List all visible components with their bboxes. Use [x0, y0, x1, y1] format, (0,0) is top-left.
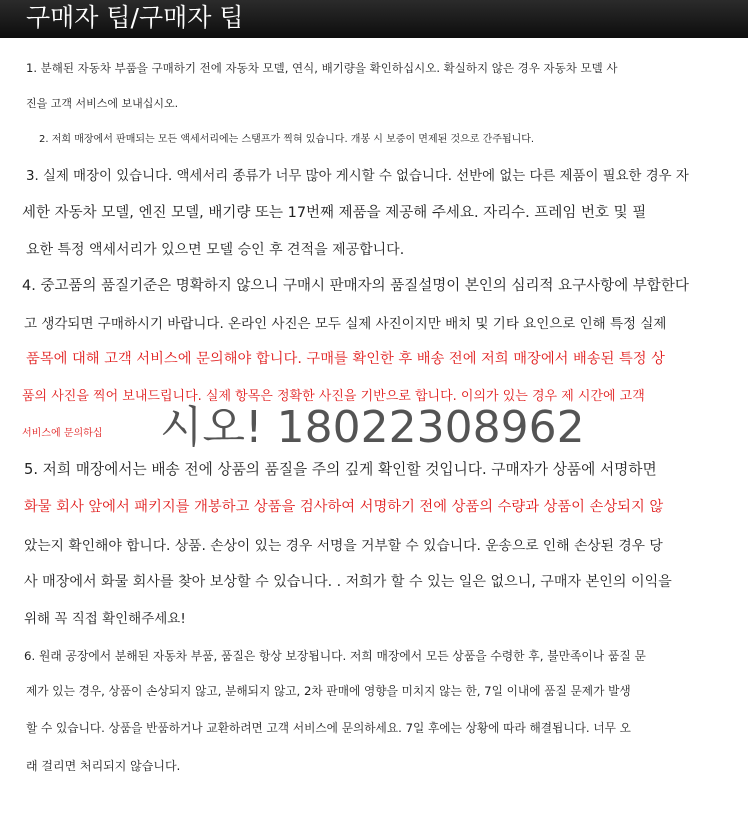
tip-4-line-3: 품목에 대해 고객 서비스에 문의해야 합니다. 구매를 확인한 후 배송 전에 저희 매장에서 배송된 특정 상	[26, 351, 665, 367]
tip-4-line-2: 고 생각되면 구매하시기 바랍니다. 온라인 사진은 모두 실제 사진이지만 배치 및 기타 요인으로 인해 특정 실제	[24, 316, 667, 332]
tip-2-line-1: 2. 저희 매장에서 판매되는 모든 액세서리에는 스탬프가 찍혀 있습니다. 개봉 시 보증이 면제된 것으로 간주됩니다.	[39, 134, 535, 145]
tip-6-line-2: 제가 있는 경우, 상품이 손상되지 않고, 분해되지 않고, 2차 판매에 영향을 미치지 않는 한, 7일 이내에 품질 문제가 발생	[26, 684, 631, 698]
tip-5-line-5: 위해 꼭 직접 확인해주세요!	[24, 611, 186, 627]
tip-1-line-2: 진을 고객 서비스에 보내십시오.	[26, 97, 179, 110]
tip-3-line-3: 요한 특정 액세서리가 있으면 모델 승인 후 견적을 제공합니다.	[26, 242, 405, 258]
tip-4-line-1: 4. 중고품의 품질기준은 명확하지 않으니 구매시 판매자의 품질설명이 본인의 심리적 요구사항에 부합한다	[22, 278, 689, 294]
tip-5-line-2: 화물 회사 앞에서 패키지를 개봉하고 상품을 검사하여 서명하기 전에 상품의 수량과 상품이 손상되지 않	[24, 499, 664, 515]
tip-5-line-4: 사 매장에서 화물 회사를 찾아 보상할 수 있습니다. . 저희가 할 수 있는 일은 없으니, 구매자 본인의 이익을	[24, 574, 672, 590]
tip-3-line-2: 세한 자동차 모델, 엔진 모델, 배기량 또는 17번째 제품을 제공해 주세요. 자리수. 프레임 번호 및 필	[22, 205, 647, 221]
page-title: 구매자 팁/구매자 팁	[26, 3, 244, 32]
tip-5-line-1: 5. 저희 매장에서는 배송 전에 상품의 품질을 주의 깊게 확인할 것입니다. 구매자가 상품에 서명하면	[24, 461, 657, 478]
tip-5-line-3: 았는지 확인해야 합니다. 상품. 손상이 있는 경우 서명을 거부할 수 있습니다. 운송으로 인해 손상된 경우 당	[24, 538, 663, 554]
watermark-phone: 시오! 18022308962	[160, 402, 585, 453]
tip-6-line-3: 할 수 있습니다. 상품을 반품하거나 교환하려면 고객 서비스에 문의하세요. 7일 후에는 상황에 따라 해결됩니다. 너무 오	[26, 721, 631, 735]
tip-4-line-4: 품의 사진을 찍어 보내드립니다. 실제 항목은 정확한 사진을 기반으로 합니다. 이의가 있는 경우 제 시간에 고객	[22, 389, 645, 404]
tip-1-line-1: 1. 분해된 자동차 부품을 구매하기 전에 자동차 모델, 연식, 배기량을 확인하십시오. 확실하지 않은 경우 자동차 모델 사	[26, 61, 618, 75]
tip-6-line-4: 래 걸리면 처리되지 않습니다.	[26, 759, 181, 773]
tip-6-line-1: 6. 원래 공장에서 분해된 자동차 부품, 품질은 항상 보장됩니다. 저희 매장에서 모든 상품을 수령한 후, 불만족이나 품질 문	[24, 649, 646, 663]
tip-4-line-5: 서비스에 문의하십	[22, 428, 103, 439]
header-bar	[0, 0, 748, 38]
tip-3-line-1: 3. 실제 매장이 있습니다. 액세서리 종류가 너무 많아 게시할 수 없습니다. 선반에 없는 다른 제품이 필요한 경우 자	[26, 169, 689, 184]
